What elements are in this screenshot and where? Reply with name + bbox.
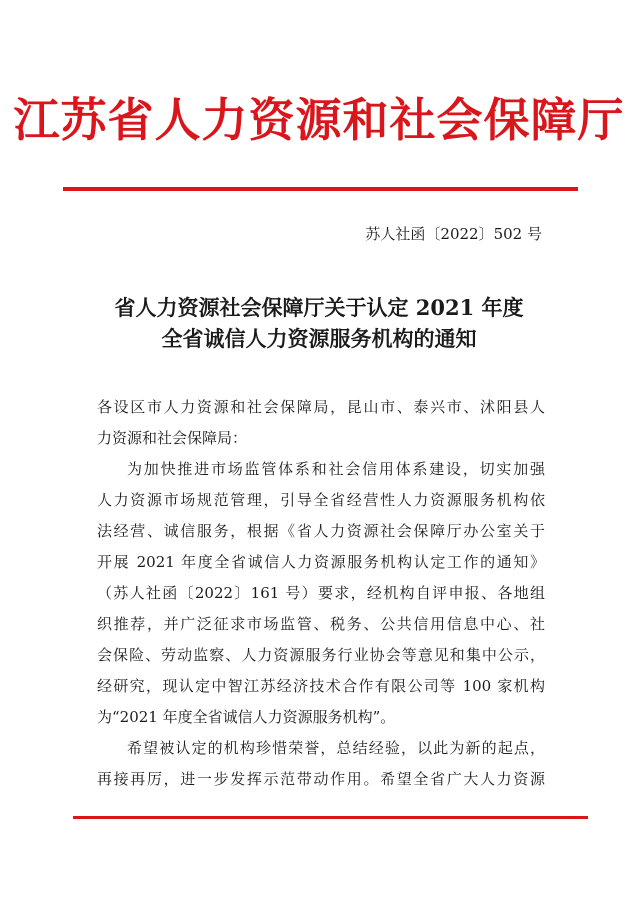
issuing-authority-title: 江苏省人力资源和社会保障厅 <box>13 93 625 147</box>
body-line: 力资源和社会保障局： <box>97 429 248 447</box>
header-divider <box>63 187 578 191</box>
body-line: 人力资源市场规范管理，引导全省经营性人力资源服务机构依 <box>97 491 545 509</box>
footer-divider <box>73 816 588 819</box>
body-line: 经研究，现认定中智江苏经济技术合作有限公司等 100 家机构 <box>97 677 545 695</box>
document-title-line-1: 省人力资源社会保障厅关于认定 2021 年度 <box>114 295 524 320</box>
body-line: 为加快推进市场监管体系和社会信用体系建设，切实加强 <box>127 460 545 478</box>
body-line: 法经营、诚信服务，根据《省人力资源社会保障厅办公室关于 <box>97 522 545 540</box>
body-line: 为“2021 年度全省诚信人力资源服务机构”。 <box>97 708 396 726</box>
body-line: 各设区市人力资源和社会保障局，昆山市、泰兴市、沭阳县人 <box>97 398 545 416</box>
body-line: （苏人社函〔2022〕161 号）要求，经机构自评申报、各地组 <box>97 584 545 602</box>
body-line: 希望被认定的机构珍惜荣誉，总结经验，以此为新的起点， <box>127 739 545 757</box>
document-title-line-2: 全省诚信人力资源服务机构的通知 <box>161 326 477 351</box>
body-line: 开展 2021 年度全省诚信人力资源服务机构认定工作的通知》 <box>97 553 545 571</box>
body-line: 再接再厉，进一步发挥示范带动作用。希望全省广大人力资源 <box>97 770 545 788</box>
document-number: 苏人社函〔2022〕502 号 <box>365 225 542 243</box>
body-line: 会保险、劳动监察、人力资源服务行业协会等意见和集中公示， <box>97 646 545 664</box>
body-line: 织推荐，并广泛征求市场监管、税务、公共信用信息中心、社 <box>97 615 545 633</box>
